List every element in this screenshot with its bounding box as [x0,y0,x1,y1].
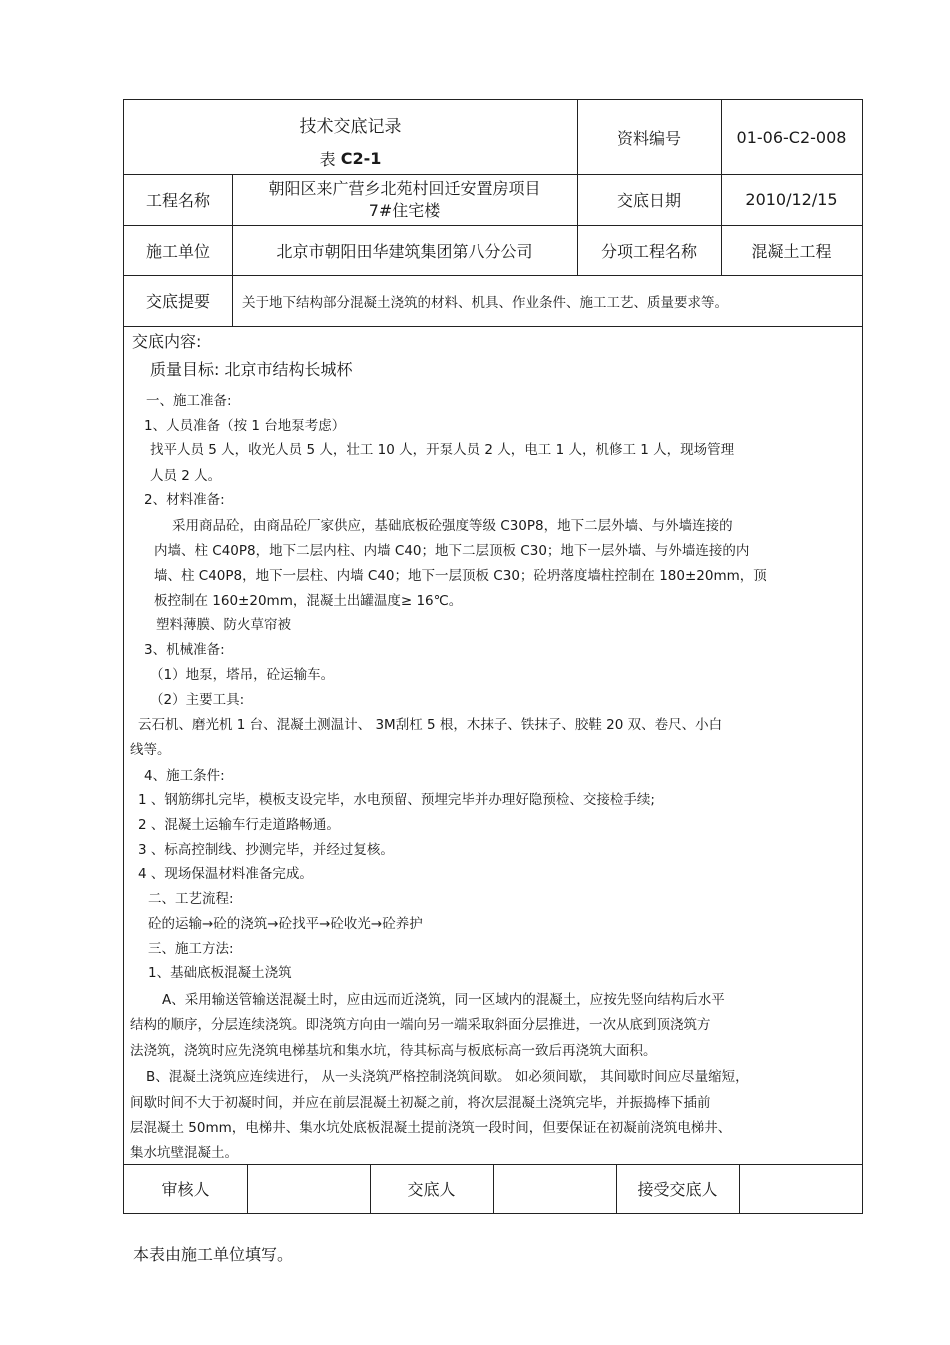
disclosure-date-value: 2010/12/15 [745,190,838,209]
summary-value: 关于地下结构部分混凝土浇筑的材料、机具、作业条件、施工工艺、质量要求等。 [242,294,728,311]
content-line: 三、施工方法: [148,941,234,957]
form-number-code: C2-1 [340,148,382,168]
summary-label: 交底提要 [145,292,210,311]
content-line: 人员 2 人。 [150,468,222,484]
content-line: 层混凝土 50mm，电梯井、集水坑处底板混凝土提前浇筑一段时间，但要保证在初凝前浇筑电梯井、 [130,1120,732,1136]
form-title: 技术交底记录 [299,116,402,137]
doc-number-value: 01-06-C2-008 [736,127,847,147]
construction-unit-value: 北京市朝阳田华建筑集团第八分公司 [276,241,533,261]
project-name-line2: 7#住宅楼 [368,200,441,220]
content-line: 间歇时间不大于初凝时间，并应在前层混凝土初凝之前，将次层混凝土浇筑完毕，并振捣棒下插前 [130,1095,711,1111]
construction-unit-label: 施工单位 [145,241,210,261]
discloser-field[interactable] [493,1164,616,1213]
content-line: （1）地泵，塔吊，砼运输车。 [150,667,335,683]
content-line: 线等。 [130,742,171,758]
content-label: 交底内容: [132,332,202,351]
reviewer-label: 审核人 [161,1180,210,1199]
content-line: 板控制在 160±20mm，混凝土出罐温度≥ 16℃。 [154,593,463,609]
content-line: 3、机械准备: [144,642,225,658]
content-line: 采用商品砼，由商品砼厂家供应，基础底板砼强度等级 C30P8，地下二层外墙、与外墙连接的 [172,518,733,534]
content-line: 墙、柱 C40P8，地下一层柱、内墙 C40；地下一层顶板 C30；砼坍落度墙柱控制在 180±20mm，顶 [154,568,767,584]
content-line: 二、工艺流程: [148,891,234,907]
form-number-prefix: 表 [319,149,336,169]
content-line: （2）主要工具: [150,692,245,708]
content-line: 法浇筑，浇筑时应先浇筑电梯基坑和集水坑，待其标高与板底标高一致后再浇筑大面积。 [130,1043,657,1059]
content-line: 4、施工条件: [144,768,225,784]
content-line: 2 、混凝土运输车行走道路畅通。 [138,817,340,833]
receiver-field[interactable] [739,1164,862,1213]
receiver-label: 接受交底人 [637,1180,718,1199]
content-line: A、采用输送管输送混凝土时，应由远而近浇筑，同一区域内的混凝土，应按先竖向结构后水平 [162,992,725,1008]
content-line: 塑料薄膜、防火草帘被 [156,617,291,633]
row-divider [124,326,862,327]
doc-number-label: 资料编号 [616,128,681,148]
content-line: 3 、标高控制线、抄测完毕，并经过复核。 [138,842,394,858]
content-line: B、混凝土浇筑应连续进行， 从一头浇筑严格控制浇筑间歇。 如必须间歇， 其间歇时间应尽量缩短， [146,1069,749,1085]
content-line: 云石机、磨光机 1 台、混凝土测温计、 3M刮杠 5 根，木抹子、铁抹子、胶鞋 20 双、卷尺、小白 [138,717,723,733]
form-number [124,144,577,172]
content-line: 砼的运输→砼的浇筑→砼找平→砼收光→砼养护 [148,916,423,932]
content-line: 找平人员 5 人，收光人员 5 人，壮工 10 人，开泵人员 2 人，电工 1 人，机修工 1 人，现场管理 [150,442,735,458]
content-line: 结构的顺序，分层连续浇筑。即浇筑方向由一端向另一端采取斜面分层推进，一次从底到顶浇筑方 [130,1017,711,1033]
content-line: 1、人员准备（按 1 台地泵考虑） [144,418,346,434]
content-line: 4 、现场保温材料准备完成。 [138,866,313,882]
discloser-label: 交底人 [407,1180,456,1199]
reviewer-field[interactable] [247,1164,370,1213]
content-line: 1、基础底板混凝土浇筑 [148,965,292,981]
footnote: 本表由施工单位填写。 [133,1245,294,1264]
project-name-label: 工程名称 [145,191,210,210]
project-name-value [232,174,577,225]
project-name-line1: 朝阳区来广营乡北苑村回迁安置房项目 [268,178,541,198]
content-line: 内墙、柱 C40P8，地下二层内柱、内墙 C40；地下二层顶板 C30；地下一层外墙、与外墙连接的内 [154,543,750,559]
content-line: 1 、钢筋绑扎完毕，模板支设完毕，水电预留、预埋完毕并办理好隐预检、交接检手续; [138,792,655,808]
quality-goal: 质量目标: 北京市结构长城杯 [150,360,353,379]
subitem-value: 混凝土工程 [751,241,832,261]
content-line: 2、材料准备: [144,492,225,508]
subitem-label: 分项工程名称 [600,241,697,261]
content-line: 一、施工准备: [146,393,232,409]
record-table [123,99,863,1214]
disclosure-date-label: 交底日期 [616,191,681,210]
content-line: 集水坑壁混凝土。 [130,1145,238,1161]
